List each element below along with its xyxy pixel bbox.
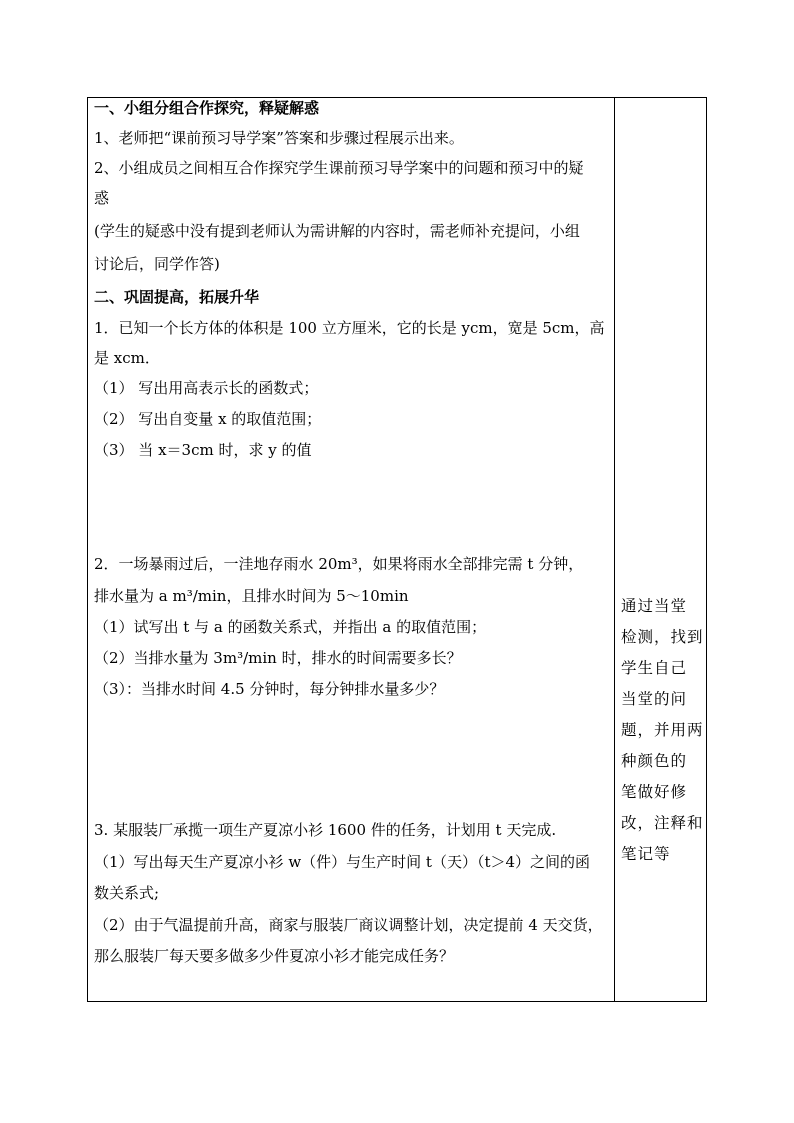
section1-item: 2、小组成员之间相互合作探究学生课前预习导学案中的问题和预习中的疑 [94, 159, 584, 177]
side-note-line: 种颜色的 [621, 752, 688, 770]
q3-line: （2）由于气温提前升高，商家与服装厂商议调整计划，决定提前 4 天交货， [94, 916, 603, 934]
q2-line: （3）：当排水时间 4.5 分钟时，每分钟排水量多少？ [94, 680, 445, 698]
section1-heading: 一、小组分组合作探究，释疑解惑 [94, 99, 320, 117]
q2-line: 排水量为 a m³/min，且排水时间为 5～10min [94, 587, 409, 605]
q1-line: （2） 写出自变量 x 的取值范围； [94, 410, 322, 428]
side-note-line: 改，注释和 [621, 814, 704, 832]
side-note-line: 学生自己 [621, 659, 688, 677]
q1-line: （1） 写出用高表示长的函数式； [94, 379, 319, 397]
q1-line: （3） 当 x＝3cm 时，求 y 的值 [94, 441, 312, 459]
q3-line: 数关系式; [94, 884, 160, 902]
side-note-line: 通过当堂 [621, 597, 688, 615]
content-cell [88, 98, 614, 1001]
q2-line: 2．一场暴雨过后，一洼地存雨水 20m³，如果将雨水全部排完需 t 分钟， [94, 555, 584, 573]
q3-line: （1）写出每天生产夏凉小衫 w（件）与生产时间 t（天）（t＞4）之间的函 [94, 853, 591, 871]
q3-line: 3. 某服装厂承揽一项生产夏凉小衫 1600 件的任务，计划用 t 天完成. [94, 821, 557, 839]
side-note-cell [615, 98, 707, 1001]
q2-line: （1）试写出 t 与 a 的函数关系式，并指出 a 的取值范围； [94, 618, 487, 636]
q3-line: 那么服装厂每天要多做多少件夏凉小衫才能完成任务？ [94, 947, 455, 965]
section1-item: 讨论后，同学作答) [94, 255, 220, 273]
side-note-line: 题，并用两 [621, 721, 704, 739]
side-note-line: 笔做好修 [621, 783, 688, 801]
section1-item: (学生的疑惑中没有提到老师认为需讲解的内容时，需老师补充提问，小组 [94, 222, 580, 240]
side-note-line: 当堂的问 [621, 690, 688, 708]
section1-item: 1、老师把“课前预习导学案”答案和步骤过程展示出来。 [94, 129, 464, 147]
side-note-line: 检测，找到 [621, 628, 704, 646]
side-note-line: 笔记等 [621, 845, 671, 863]
q2-line: （2）当排水量为 3m³/min 时，排水的时间需要多长？ [94, 649, 462, 667]
lesson-table [87, 97, 707, 1002]
q1-line: 是 xcm． [94, 349, 160, 367]
q1-line: 1．已知一个长方体的体积是 100 立方厘米，它的长是 ycm，宽是 5cm，高 [94, 319, 605, 337]
section1-item: 惑 [94, 189, 110, 207]
section2-heading: 二、巩固提高，拓展升华 [94, 288, 260, 306]
